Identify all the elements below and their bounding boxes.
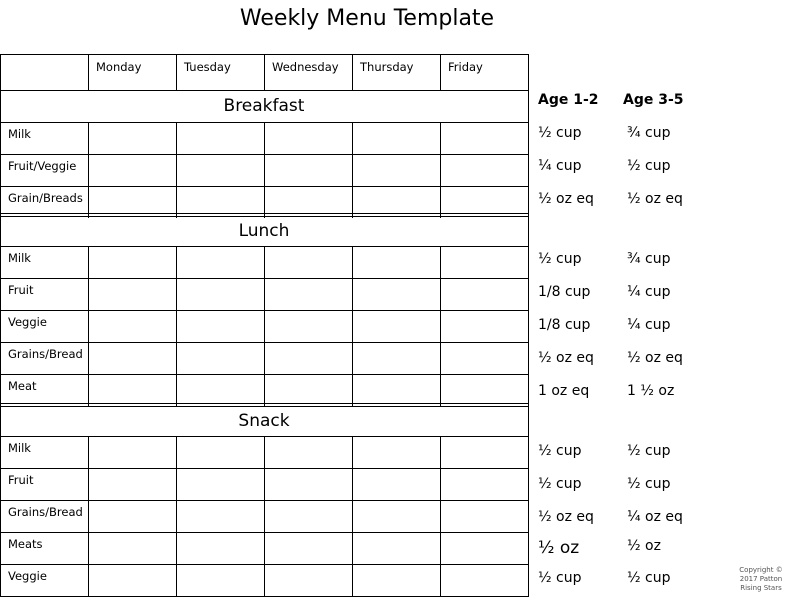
lunch-portion-age-3-5: ¾ cup xyxy=(627,251,671,267)
snack-portion-age-1-2: ½ cup xyxy=(538,443,582,459)
grid-line xyxy=(0,278,1,310)
grid-line xyxy=(176,278,177,310)
grid-line xyxy=(176,122,177,154)
grid-line xyxy=(264,436,265,468)
snack-portion-age-1-2: ½ cup xyxy=(538,476,582,492)
grid-line xyxy=(88,374,89,406)
lunch-portion-age-1-2: 1/8 cup xyxy=(538,317,591,333)
grid-line xyxy=(528,342,529,374)
lunch-portion-age-1-2: ½ cup xyxy=(538,251,582,267)
grid-line xyxy=(528,54,529,90)
age-3-5-header: Age 3-5 xyxy=(623,92,684,108)
grid-line xyxy=(88,532,89,564)
lunch-row-label: Grains/Bread xyxy=(8,347,83,361)
grid-line xyxy=(528,374,529,406)
grid-line xyxy=(0,468,1,500)
grid-line xyxy=(352,374,353,406)
grid-line xyxy=(528,436,529,468)
breakfast-portion-age-3-5: ½ cup xyxy=(627,158,671,174)
grid-line xyxy=(264,54,265,90)
grid-line xyxy=(352,122,353,154)
grid-line xyxy=(528,564,529,596)
grid-line xyxy=(176,468,177,500)
breakfast-row-label: Grain/Breads xyxy=(8,191,83,205)
lunch-portion-age-3-5: ¼ cup xyxy=(627,284,671,300)
grid-line xyxy=(440,342,441,374)
lunch-portion-age-3-5: ½ oz eq xyxy=(627,350,683,366)
grid-line xyxy=(88,468,89,500)
grid-line xyxy=(0,213,529,214)
grid-line xyxy=(440,436,441,468)
day-header-tuesday: Tuesday xyxy=(184,60,231,74)
grid-line xyxy=(88,436,89,468)
breakfast-row-label: Milk xyxy=(8,127,31,141)
lunch-section-label: Lunch xyxy=(238,221,290,241)
snack-portion-age-1-2: ½ oz eq xyxy=(538,509,594,525)
breakfast-portion-age-1-2: ½ oz eq xyxy=(538,191,594,207)
grid-line xyxy=(440,532,441,564)
lunch-portion-age-1-2: ½ oz eq xyxy=(538,350,594,366)
snack-portion-age-3-5: ¼ oz eq xyxy=(627,509,683,525)
lunch-row-label: Veggie xyxy=(8,315,47,329)
grid-line xyxy=(264,374,265,406)
grid-line xyxy=(0,310,1,342)
grid-line xyxy=(176,310,177,342)
grid-line xyxy=(264,342,265,374)
page-title: Weekly Menu Template xyxy=(239,6,495,31)
grid-line xyxy=(352,342,353,374)
grid-line xyxy=(352,468,353,500)
copyright-text: Copyright © 2017 Patton Rising Stars xyxy=(739,566,783,592)
age-1-2-header: Age 1-2 xyxy=(538,92,599,108)
grid-line xyxy=(88,54,89,90)
grid-line xyxy=(440,500,441,532)
grid-line xyxy=(176,500,177,532)
grid-line xyxy=(88,122,89,154)
grid-line xyxy=(264,154,265,186)
grid-line xyxy=(440,122,441,154)
grid-line xyxy=(0,403,529,404)
grid-line xyxy=(440,310,441,342)
grid-line xyxy=(352,246,353,278)
grid-line xyxy=(88,342,89,374)
lunch-portion-age-3-5: 1 ½ oz xyxy=(627,383,675,399)
snack-row-label: Fruit xyxy=(8,473,34,487)
grid-line xyxy=(176,564,177,596)
snack-portion-age-1-2: ½ oz xyxy=(538,538,580,558)
grid-line xyxy=(528,122,529,154)
breakfast-row-label: Fruit/Veggie xyxy=(8,159,77,173)
grid-line xyxy=(528,90,529,122)
grid-line xyxy=(0,500,1,532)
grid-line xyxy=(176,154,177,186)
grid-line xyxy=(440,374,441,406)
lunch-row-label: Fruit xyxy=(8,283,34,297)
grid-line xyxy=(264,310,265,342)
grid-line xyxy=(264,246,265,278)
snack-portion-age-3-5: ½ cup xyxy=(627,570,671,586)
grid-line xyxy=(528,216,529,246)
grid-line xyxy=(176,54,177,90)
snack-row-label: Veggie xyxy=(8,569,47,583)
grid-line xyxy=(88,500,89,532)
grid-line xyxy=(440,54,441,90)
grid-line xyxy=(352,500,353,532)
grid-line xyxy=(528,532,529,564)
breakfast-portion-age-3-5: ¾ cup xyxy=(627,125,671,141)
grid-line xyxy=(440,154,441,186)
grid-line xyxy=(0,436,1,468)
grid-line xyxy=(88,278,89,310)
grid-line xyxy=(0,154,1,186)
snack-row-label: Meats xyxy=(8,537,43,551)
snack-portion-age-3-5: ½ oz xyxy=(627,538,661,554)
grid-line xyxy=(0,564,1,596)
grid-line xyxy=(440,468,441,500)
snack-row-label: Milk xyxy=(8,441,31,455)
snack-portion-age-3-5: ½ cup xyxy=(627,443,671,459)
grid-line xyxy=(176,532,177,564)
grid-line xyxy=(528,246,529,278)
lunch-row-label: Milk xyxy=(8,251,31,265)
grid-line xyxy=(0,122,1,154)
snack-portion-age-3-5: ½ cup xyxy=(627,476,671,492)
grid-line xyxy=(352,154,353,186)
grid-line xyxy=(176,436,177,468)
grid-line xyxy=(528,406,529,436)
grid-line xyxy=(0,342,1,374)
grid-line xyxy=(352,54,353,90)
grid-line xyxy=(176,342,177,374)
grid-line xyxy=(528,278,529,310)
day-header-wednesday: Wednesday xyxy=(272,60,339,74)
breakfast-portion-age-1-2: ½ cup xyxy=(538,125,582,141)
lunch-row-label: Meat xyxy=(8,379,37,393)
snack-portion-age-1-2: ½ cup xyxy=(538,570,582,586)
grid-line xyxy=(176,246,177,278)
grid-line xyxy=(528,310,529,342)
breakfast-portion-age-1-2: ¼ cup xyxy=(538,158,582,174)
grid-line xyxy=(264,278,265,310)
grid-line xyxy=(352,564,353,596)
lunch-portion-age-1-2: 1 oz eq xyxy=(538,383,590,399)
grid-line xyxy=(528,468,529,500)
grid-line xyxy=(528,154,529,186)
lunch-portion-age-1-2: 1/8 cup xyxy=(538,284,591,300)
day-header-thursday: Thursday xyxy=(360,60,414,74)
grid-line xyxy=(0,374,1,406)
grid-line xyxy=(88,564,89,596)
grid-line xyxy=(352,310,353,342)
snack-row-label: Grains/Bread xyxy=(8,505,83,519)
grid-line xyxy=(440,246,441,278)
snack-section-label: Snack xyxy=(238,411,290,431)
grid-line xyxy=(352,436,353,468)
grid-line xyxy=(440,278,441,310)
grid-line xyxy=(352,278,353,310)
grid-line xyxy=(0,246,1,278)
grid-line xyxy=(264,564,265,596)
grid-line xyxy=(264,468,265,500)
grid-line xyxy=(0,532,1,564)
day-header-friday: Friday xyxy=(448,60,483,74)
grid-line xyxy=(440,564,441,596)
grid-line xyxy=(264,122,265,154)
grid-line xyxy=(264,500,265,532)
breakfast-portion-age-3-5: ½ oz eq xyxy=(627,191,683,207)
grid-line xyxy=(264,532,265,564)
grid-line xyxy=(528,500,529,532)
grid-line xyxy=(176,374,177,406)
grid-line xyxy=(88,154,89,186)
lunch-portion-age-3-5: ¼ cup xyxy=(627,317,671,333)
grid-line xyxy=(352,532,353,564)
grid-line xyxy=(0,54,1,90)
day-header-monday: Monday xyxy=(96,60,142,74)
breakfast-section-label: Breakfast xyxy=(223,96,305,116)
grid-line xyxy=(88,310,89,342)
grid-line xyxy=(88,246,89,278)
